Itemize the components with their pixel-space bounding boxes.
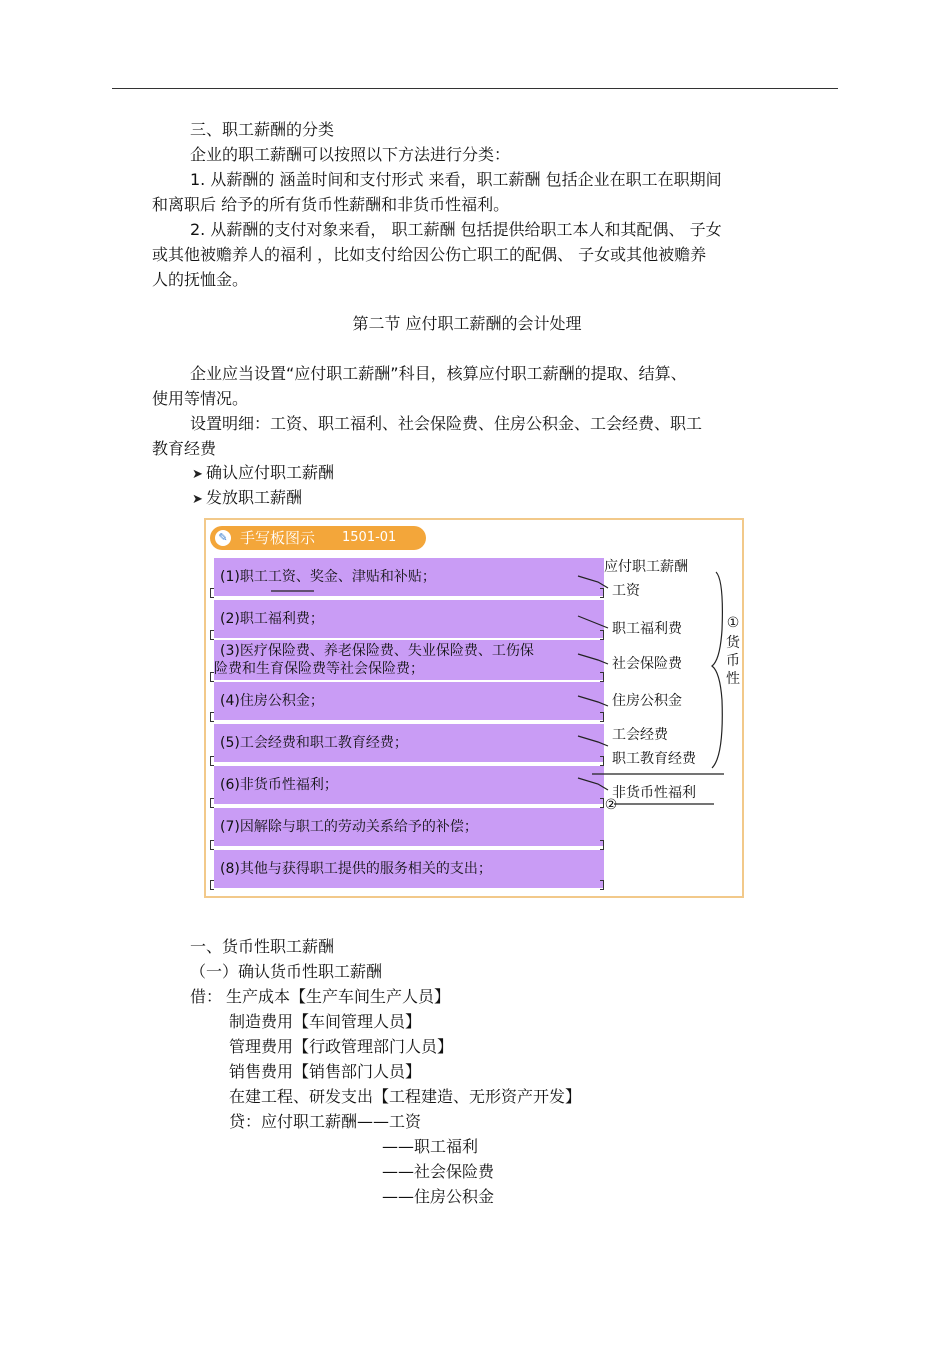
arrow-icon: ➤ bbox=[192, 467, 203, 482]
right-label: 社会保险费 bbox=[612, 656, 682, 672]
credit-sub: ——社会保险费 bbox=[382, 1162, 495, 1181]
intro-text: 企业的职工薪酬可以按照以下方法进行分类： bbox=[190, 145, 511, 164]
right-label: 住房公积金 bbox=[612, 693, 682, 709]
row-text: 险费和生育保险费等社会保险费； bbox=[214, 661, 424, 677]
item2-line3: 人的抚恤金。 bbox=[152, 270, 249, 289]
right-label: 职工福利费 bbox=[612, 621, 682, 637]
credit-sub: ——职工福利 bbox=[382, 1137, 479, 1156]
para1-line1: 企业应当设置“应付职工薪酬”科目，核算应付职工薪酬的提取、结算、 bbox=[190, 364, 687, 383]
debit-entry: 在建工程、研发支出【工程建造、无形资产开发】 bbox=[229, 1087, 582, 1106]
row-text: (7)因解除与职工的劳动关系给予的补偿； bbox=[220, 819, 478, 835]
item1-line1: 1. 从薪酬的 涵盖时间和支付形式 来看，职工薪酬 包括企业在职工在职期间 bbox=[190, 170, 722, 189]
row-text: (3)医疗保险费、养老保险费、失业保险费、工伤保 bbox=[220, 643, 534, 659]
bullet-label: 发放职工薪酬 bbox=[206, 488, 303, 507]
top-rule bbox=[112, 88, 838, 89]
row-text: (4)住房公积金； bbox=[220, 693, 324, 709]
arrow-icon: ➤ bbox=[192, 492, 203, 507]
bullet-item bbox=[192, 488, 302, 510]
row-text: (6)非货币性福利； bbox=[220, 777, 338, 793]
right-title: 应付职工薪酬 bbox=[604, 559, 688, 575]
monetary-mark: ① bbox=[726, 615, 740, 631]
debit-entry: 销售费用【销售部门人员】 bbox=[229, 1062, 422, 1081]
right-label: 非货币性福利 bbox=[612, 785, 696, 801]
bullet-item bbox=[192, 463, 334, 485]
debit-entry: 制造费用【车间管理人员】 bbox=[229, 1012, 422, 1031]
section1-heading: 一、货币性职工薪酬 bbox=[190, 937, 335, 956]
para2-line2: 教育经费 bbox=[152, 439, 217, 458]
nonmonetary-mark: ② bbox=[604, 797, 618, 813]
row-text: (5)工会经费和职工教育经费； bbox=[220, 735, 408, 751]
row-text: (1)职工工资、奖金、津贴和补贴； bbox=[220, 569, 436, 585]
item1-line2: 和离职后 给予的所有货币性薪酬和非货币性福利。 bbox=[152, 195, 510, 214]
debit-entry: 生产成本【生产车间生产人员】 bbox=[226, 987, 451, 1006]
debit-entry: 管理费用【行政管理部门人员】 bbox=[229, 1037, 454, 1056]
right-label: 职工教育经费 bbox=[612, 751, 696, 767]
right-label: 工资 bbox=[612, 583, 640, 599]
monetary-label-char: 货 bbox=[726, 635, 740, 651]
diagram-title: 手写板图示 bbox=[240, 529, 316, 547]
credit-sub: ——住房公积金 bbox=[382, 1187, 495, 1206]
para1-line2: 使用等情况。 bbox=[152, 389, 249, 408]
row-text: (8)其他与获得职工提供的服务相关的支出； bbox=[220, 861, 492, 877]
item2-line1: 2. 从薪酬的支付对象来看， 职工薪酬 包括提供给职工本人和其配偶、 子女 bbox=[190, 220, 722, 239]
credit-entry: 贷：应付职工薪酬——工资 bbox=[229, 1112, 422, 1131]
right-label: 工会经费 bbox=[612, 727, 668, 743]
section-heading: 三、职工薪酬的分类 bbox=[190, 120, 335, 139]
debit-label: 借： bbox=[190, 987, 223, 1006]
row-text: (2)职工福利费； bbox=[220, 611, 324, 627]
handwriting-diagram bbox=[204, 518, 744, 898]
bullet-label: 确认应付职工薪酬 bbox=[206, 463, 335, 482]
section1-sub: （一）确认货币性职工薪酬 bbox=[190, 962, 383, 981]
para2-line1: 设置明细：工资、职工福利、社会保险费、住房公积金、工会经费、职工 bbox=[190, 414, 703, 433]
item2-line2: 或其他被赡养人的福利 ，比如支付给因公伤亡职工的配偶、 子女或其他被赡养 bbox=[152, 245, 707, 264]
pen-icon: ✎ bbox=[215, 530, 231, 546]
diagram-code: 1501-01 bbox=[342, 530, 397, 545]
section-title: 第二节 应付职工薪酬的会计处理 bbox=[352, 314, 582, 333]
monetary-label-char: 币 bbox=[726, 653, 740, 669]
monetary-label-char: 性 bbox=[726, 671, 740, 687]
